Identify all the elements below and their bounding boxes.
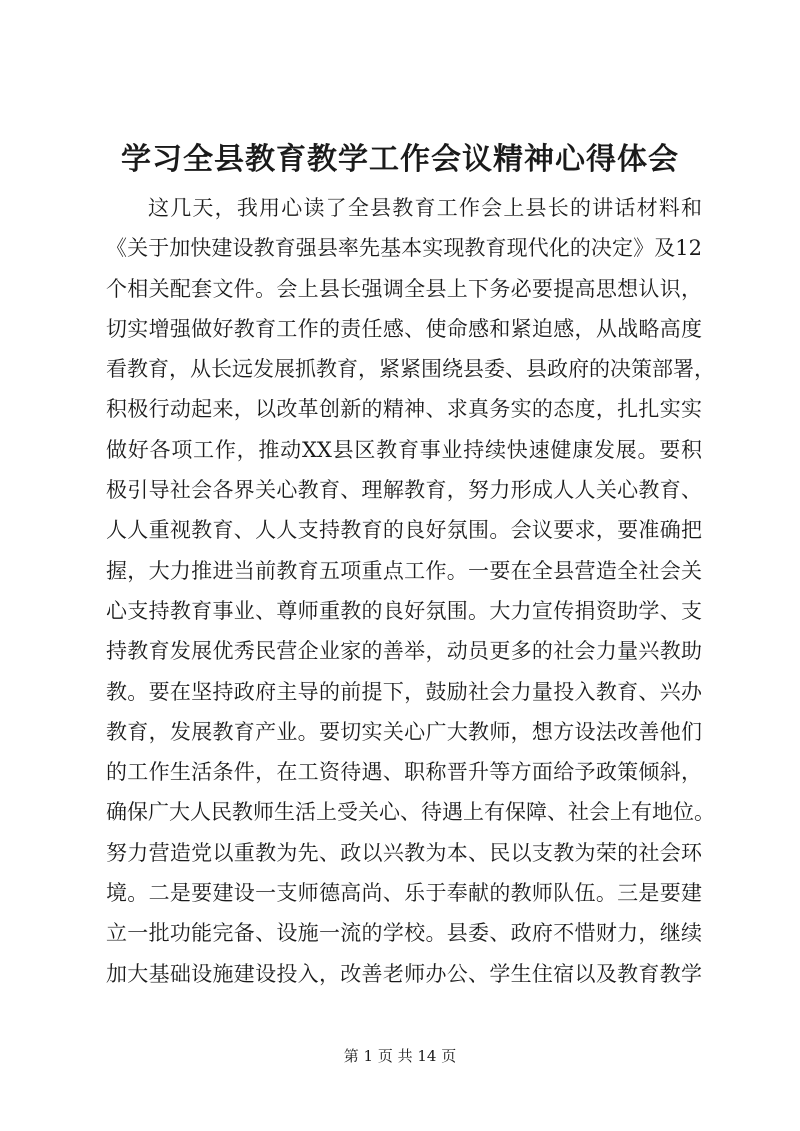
body-line: 看教育，从长远发展抓教育，紧紧围绕县委、县政府的决策部署， bbox=[106, 357, 715, 382]
body-line: 持教育发展优秀民营企业家的善举，动员更多的社会力量兴教助 bbox=[106, 639, 702, 664]
document-title: 学习全县教育教学工作会议精神心得体会 bbox=[121, 142, 679, 177]
body-line: 极引导社会各界关心教育、理解教育，努力形成人人关心教育、 bbox=[106, 478, 702, 503]
body-line: 人人重视教育、人人支持教育的良好氛围。会议要求，要准确把 bbox=[106, 518, 702, 543]
body-line: 《关于加快建设教育强县率先基本实现教育现代化的决定》及12 bbox=[106, 236, 702, 261]
body-line: 加大基础设施建设投入，改善老师办公、学生住宿以及教育教学 bbox=[106, 961, 702, 986]
body-line: 努力营造党以重教为先、政以兴教为本、民以支教为荣的社会环 bbox=[106, 840, 702, 865]
body-line: 立一批功能完备、设施一流的学校。县委、政府不惜财力，继续 bbox=[106, 921, 702, 946]
body-line: 心支持教育事业、尊师重教的良好氛围。大力宣传捐资助学、支 bbox=[106, 598, 702, 623]
body-line: 教。要在坚持政府主导的前提下，鼓励社会力量投入教育、兴办 bbox=[106, 679, 702, 704]
body-line: 切实增强做好教育工作的责任感、使命感和紧迫感，从战略高度 bbox=[106, 316, 702, 341]
body-line: 做好各项工作，推动XX县区教育事业持续快速健康发展。要积 bbox=[106, 437, 702, 462]
body-line: 教育，发展教育产业。要切实关心广大教师，想方设法改善他们 bbox=[106, 719, 702, 744]
body-line: 境。二是要建设一支师德高尚、乐于奉献的教师队伍。三是要建 bbox=[106, 881, 702, 906]
page-footer: 第 1 页 共 14 页 bbox=[343, 1047, 457, 1065]
body-line: 个相关配套文件。会上县长强调全县上下务必要提高思想认识， bbox=[106, 276, 702, 301]
body-line: 确保广大人民教师生活上受关心、待遇上有保障、社会上有地位。 bbox=[106, 800, 715, 825]
body-line: 这几天，我用心读了全县教育工作会上县长的讲话材料和 bbox=[148, 196, 702, 220]
document-body bbox=[106, 188, 715, 994]
body-line: 的工作生活条件，在工资待遇、职称晋升等方面给予政策倾斜， bbox=[106, 760, 702, 785]
body-line: 握，大力推进当前教育五项重点工作。一要在全县营造全社会关 bbox=[106, 558, 702, 583]
body-line: 积极行动起来，以改革创新的精神、求真务实的态度，扎扎实实 bbox=[106, 397, 702, 422]
